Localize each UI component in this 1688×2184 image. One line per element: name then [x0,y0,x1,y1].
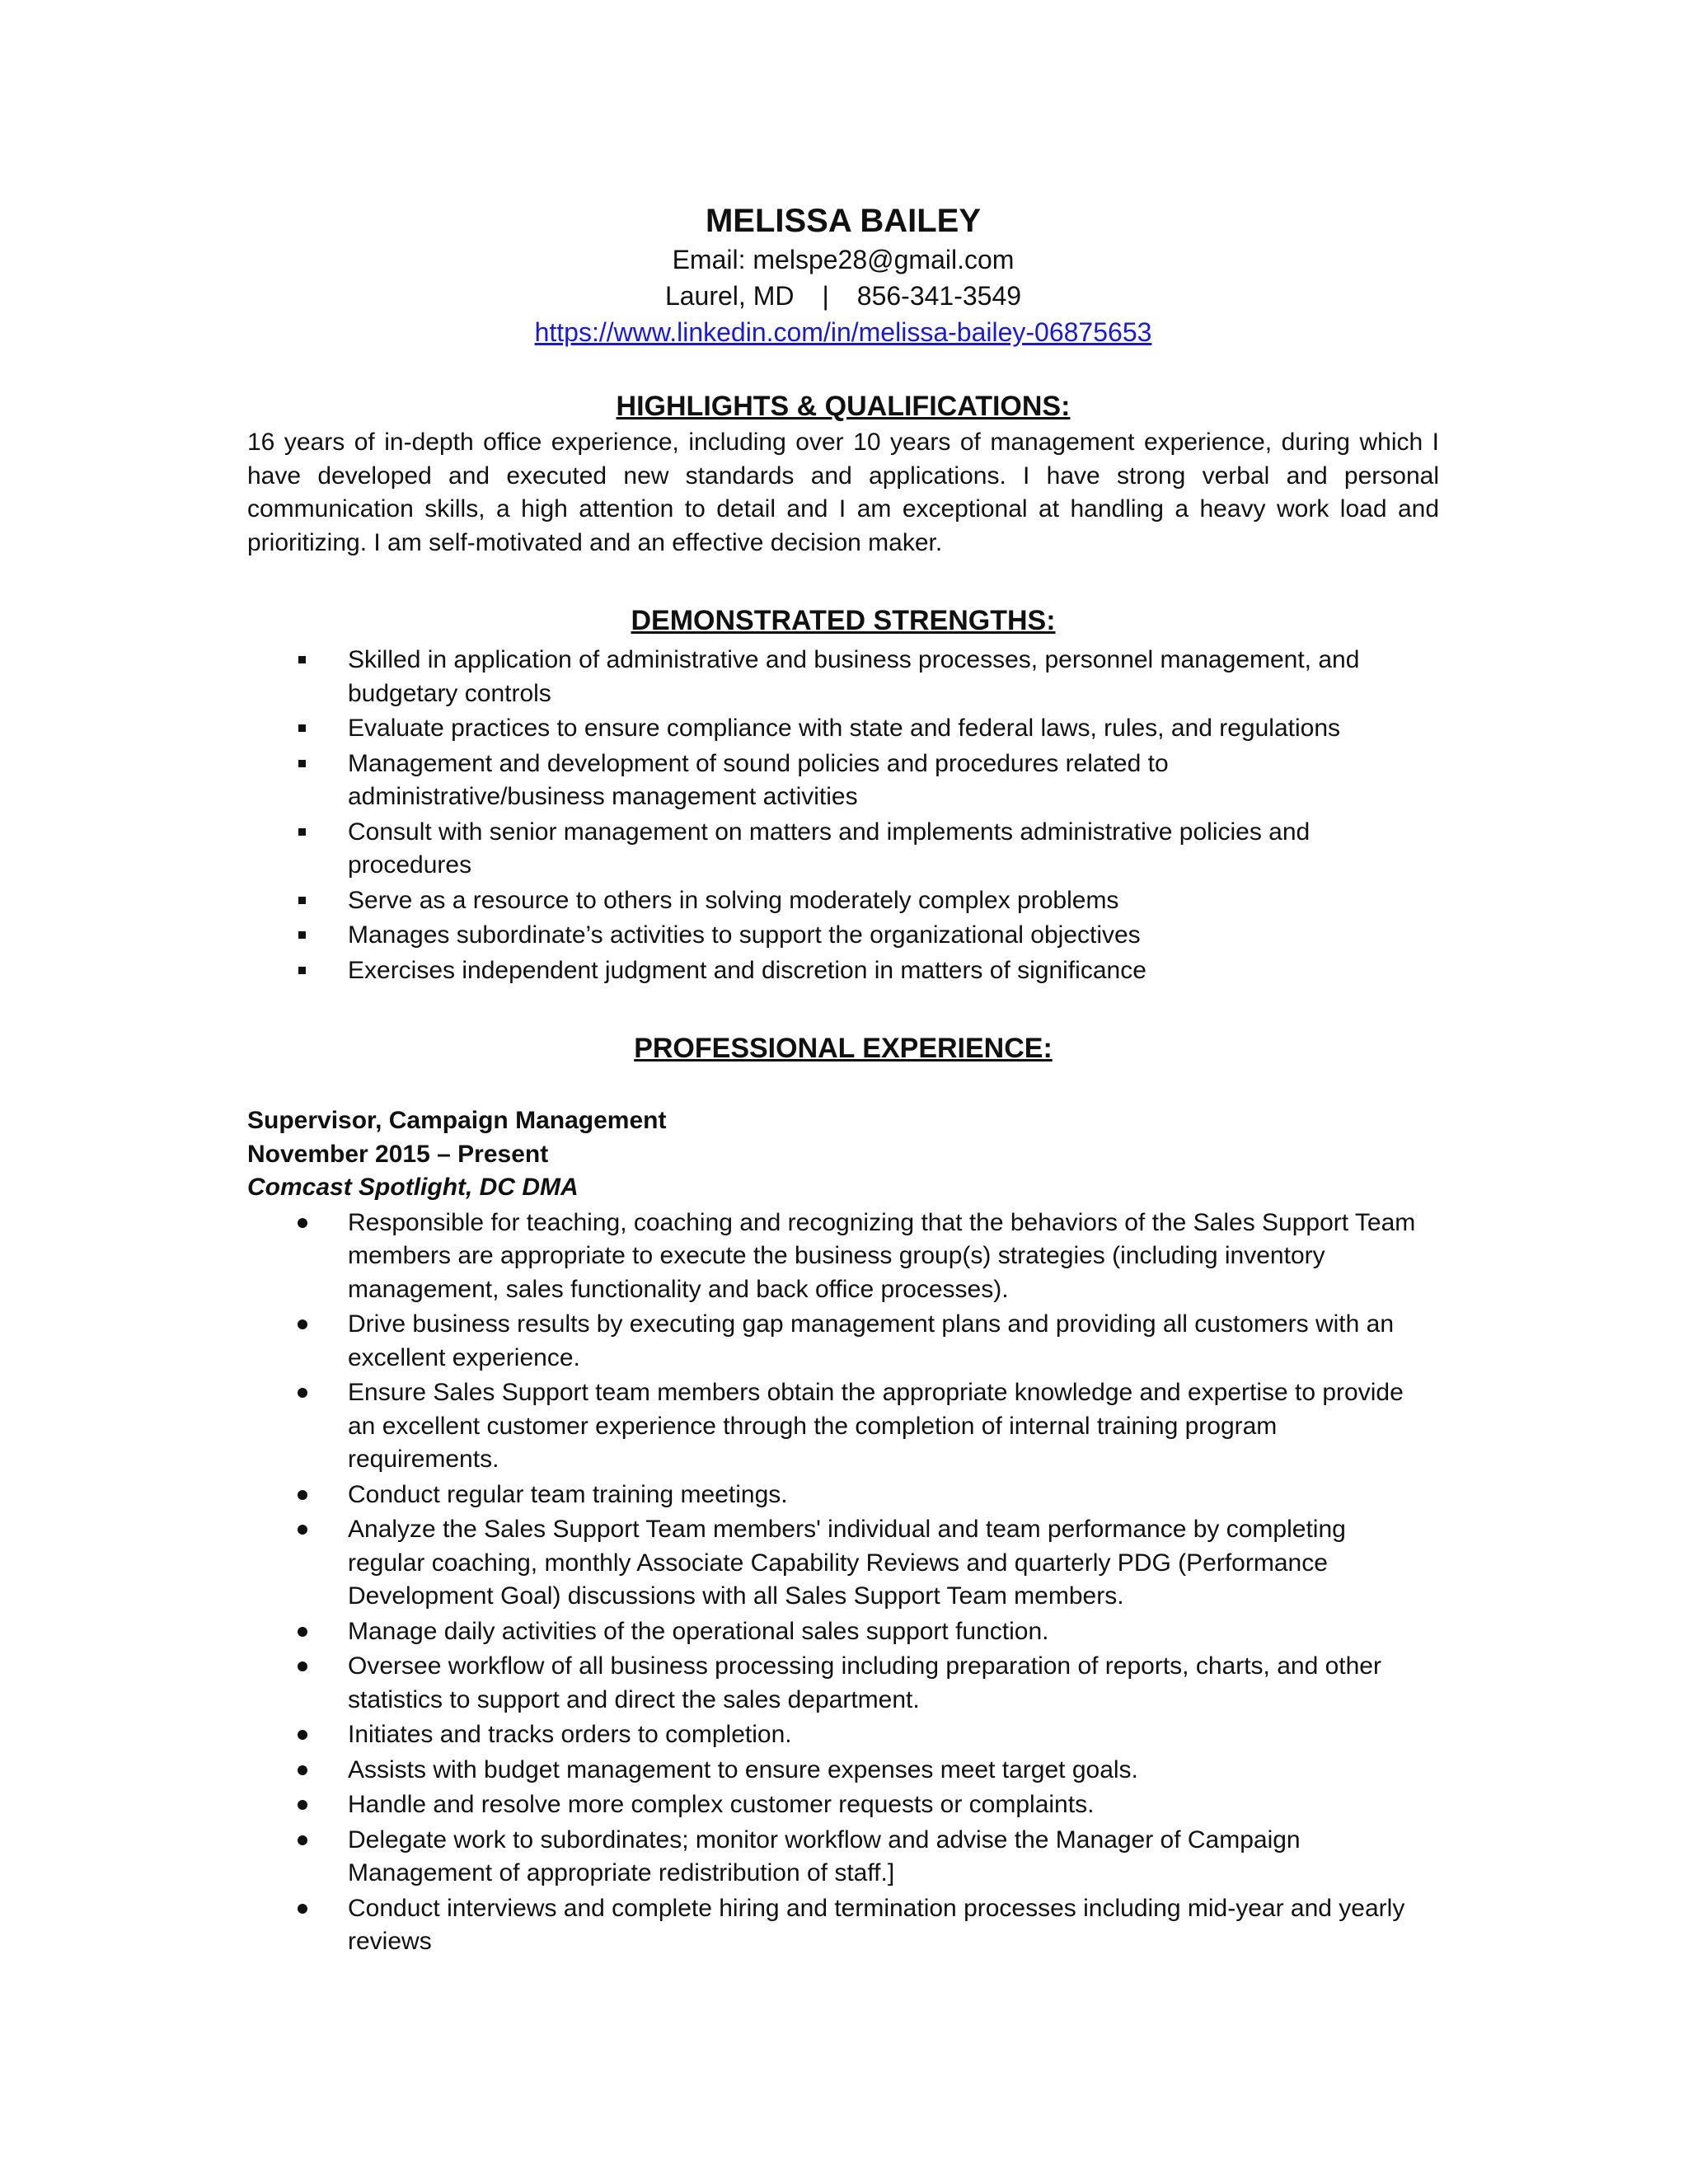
list-item-text: Evaluate practices to ensure compliance with state and federal laws, rules, and regulations [348,715,1340,742]
list-item [247,919,1439,953]
resume-page [247,0,1439,1961]
list-item-text: Manage daily activities of the operational sales support function. [348,1617,1049,1645]
list-item [247,954,1439,988]
square-bullet-icon [298,656,306,663]
round-bullet-icon [298,1904,307,1914]
experience-title: PROFESSIONAL EXPERIENCE: [634,1033,1053,1064]
job-company: Comcast Spotlight, DC DMA [247,1174,579,1201]
job-entry [247,1104,1439,1959]
list-item [247,1207,1439,1307]
list-item [247,748,1439,814]
list-item [247,1479,1439,1512]
round-bullet-icon [298,1319,307,1329]
list-item [247,884,1439,918]
square-bullet-icon [298,724,306,732]
round-bullet-icon [298,1627,307,1637]
list-item-text: Analyze the Sales Support Team members' individual and team performance by completing regular coaching, monthly Associate Capability Reviews and quarterly PDG (Performance Development Goal) discussions with all Sales Support Team members. [348,1516,1346,1610]
list-item [247,1892,1439,1959]
list-item [247,1718,1439,1752]
round-bullet-icon [298,1388,307,1398]
strengths-title: DEMONSTRATED STRENGTHS: [631,605,1056,636]
list-item-text: Serve as a resource to others in solving moderately complex problems [348,886,1119,914]
list-item [247,1615,1439,1649]
round-bullet-icon [298,1800,307,1810]
square-bullet-icon [298,897,306,904]
job-dates: November 2015 – Present [247,1140,549,1168]
list-item-text: Ensure Sales Support team members obtain the appropriate knowledge and expertise to provide an excellent customer experience through the completion of internal training program requirements. [348,1379,1404,1473]
list-item-text: Delegate work to subordinates; monitor workflow and advise the Manager of Campaign Management of appropriate redistribution of staff.] [348,1825,1301,1886]
list-item-text: Consult with senior management on matters and implements administrative policies and procedures [348,818,1311,879]
round-bullet-icon [298,1835,307,1845]
square-bullet-icon [298,931,306,939]
round-bullet-icon [298,1730,307,1740]
highlights-title: HIGHLIGHTS & QUALIFICATIONS: [616,391,1071,422]
list-item-text: Responsible for teaching, coaching and recognizing that the behaviors of the Sales Support Team members are appropriate to execute the business group(s) strategies (including inventory management, sales functionality and back office processes). [348,1208,1416,1303]
linkedin-link[interactable]: https://www.linkedin.com/in/melissa-bailey-06875653 [534,317,1152,347]
list-item [247,1513,1439,1614]
round-bullet-icon [298,1765,307,1775]
round-bullet-icon [298,1525,307,1535]
candidate-name: MELISSA BAILEY [705,203,982,239]
location: Laurel, MD [664,281,795,311]
highlights-paragraph: 16 years of in-depth office experience, including over 10 years of management experience, during which I have developed and executed new standards and applications. I have strong verbal and personal communication skills, a high attention to detail and I am exceptional at handling a heavy work load and prioritizing. I am self-motivated and an effective decision maker. [247,429,1439,556]
list-item-text: Drive business results by executing gap management plans and providing all customers with an excellent experience. [348,1310,1395,1371]
list-item-text: Handle and resolve more complex customer requests or complaints. [348,1791,1095,1818]
resume-header [247,0,1439,350]
square-bullet-icon [298,828,306,836]
round-bullet-icon [298,1218,307,1228]
list-item [247,1754,1439,1788]
list-item-text: Initiates and tracks orders to completion. [348,1721,792,1748]
list-item-text: Conduct regular team training meetings. [348,1480,788,1508]
list-item [247,644,1439,710]
list-item [247,1788,1439,1822]
list-item-text: Conduct interviews and complete hiring and termination processes including mid-year and yearly reviews [348,1894,1405,1955]
list-item [247,1376,1439,1477]
list-item [247,1650,1439,1717]
location-phone-line [247,278,1439,314]
round-bullet-icon [298,1661,307,1671]
square-bullet-icon [298,760,306,767]
round-bullet-icon [298,1490,307,1500]
linkedin-line [247,314,1439,350]
list-item [247,1824,1439,1891]
list-item [247,712,1439,746]
job-duties-list [247,1207,1439,1959]
list-item-text: Assists with budget management to ensure expenses meet target goals. [348,1755,1138,1783]
email-line: Email: melspe28@gmail.com [672,245,1015,274]
strengths-list [247,644,1439,987]
list-item-text: Management and development of sound policies and procedures related to administrative/business management activities [348,749,1169,810]
square-bullet-icon [298,967,306,974]
contact-separator: | [822,281,829,311]
list-item-text: Manages subordinate’s activities to support the organizational objectives [348,921,1141,949]
job-position: Supervisor, Campaign Management [247,1107,667,1134]
phone: 856-341-3549 [856,281,1022,311]
list-item-text: Exercises independent judgment and discretion in matters of significance [348,956,1146,984]
list-item [247,816,1439,883]
list-item-text: Skilled in application of administrative and business processes, personnel management, and budgetary controls [348,646,1360,707]
list-item [247,1308,1439,1375]
list-item-text: Oversee workflow of all business processing including preparation of reports, charts, and other statistics to support and direct the sales department. [348,1652,1381,1713]
